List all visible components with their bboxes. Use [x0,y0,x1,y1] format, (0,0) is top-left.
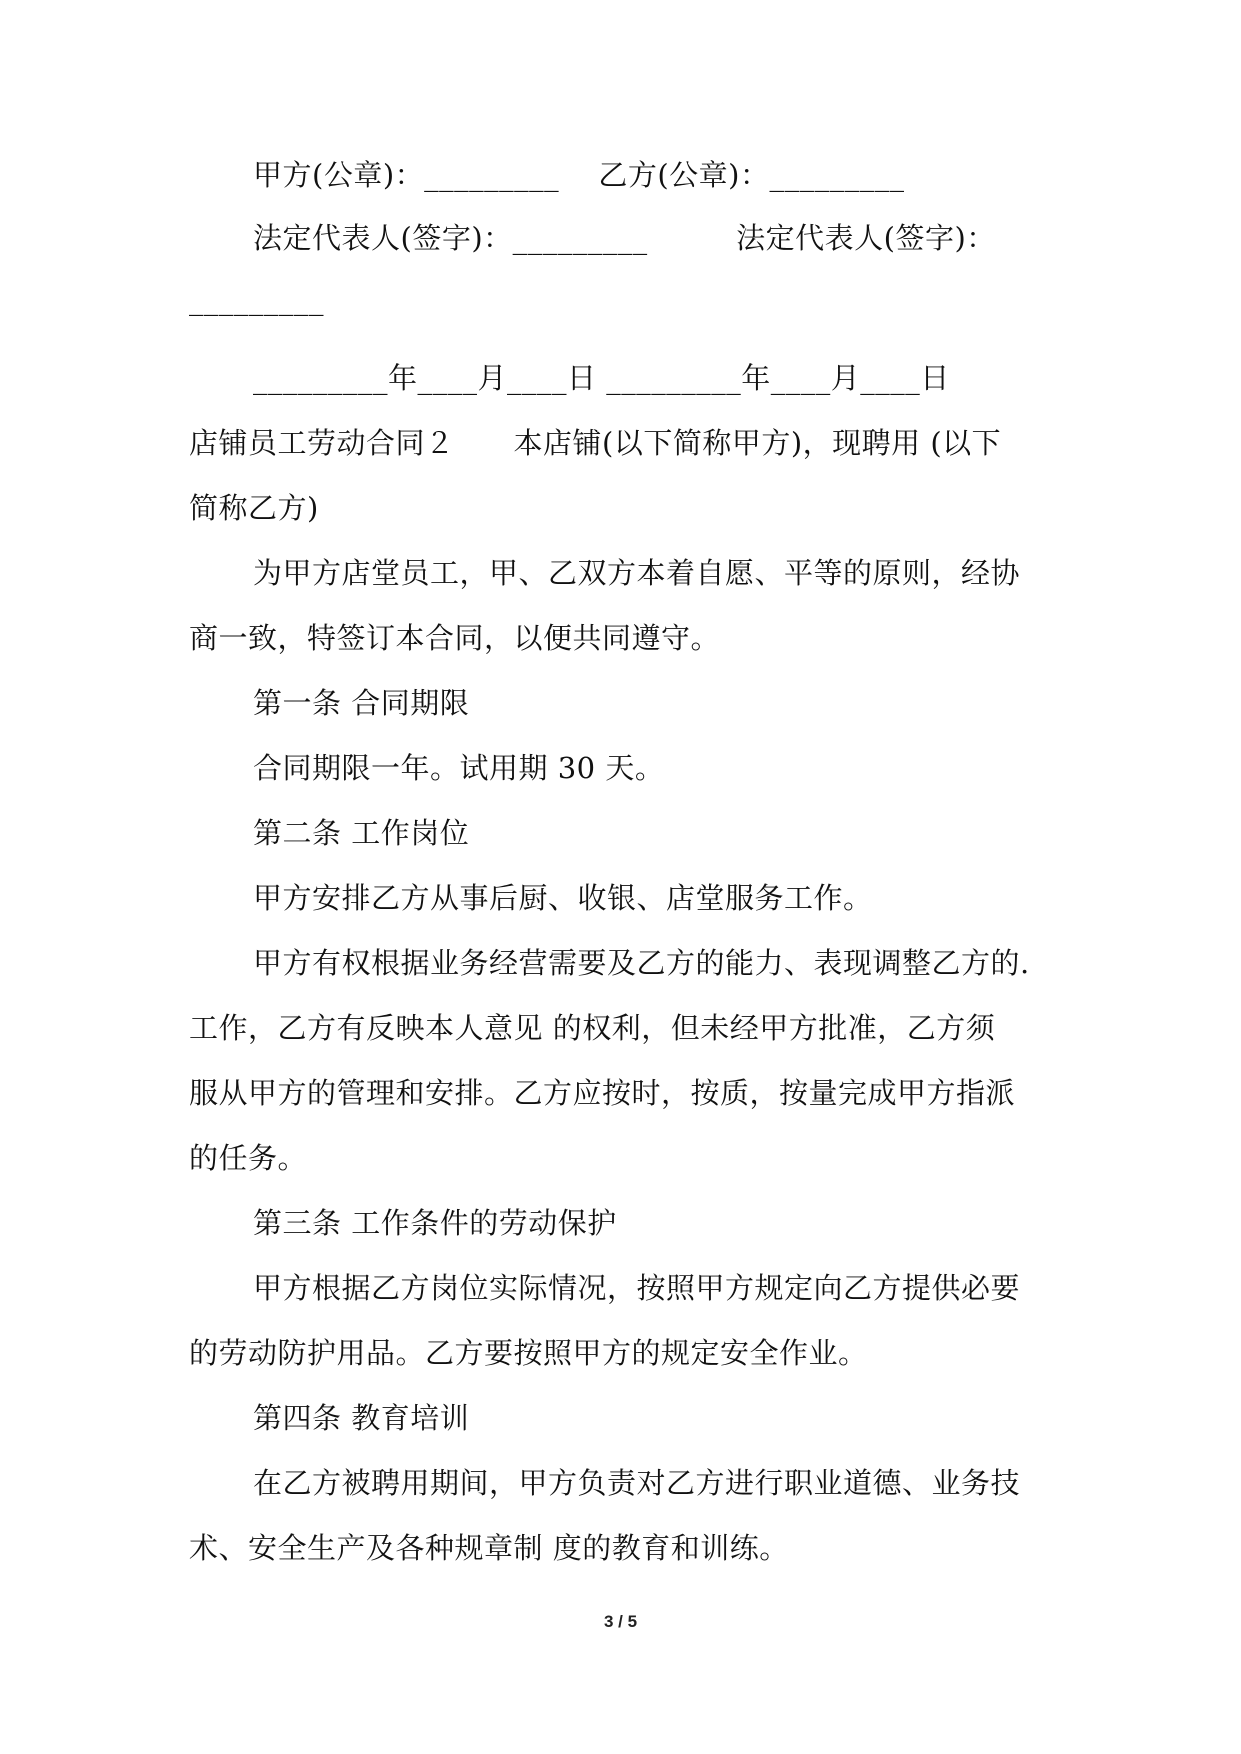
article-heading: 第二条 工作岗位 [253,816,470,850]
paragraph-line: 甲方有权根据业务经营需要及乙方的能力、表现调整乙方的. [253,946,1030,980]
article-heading: 第三条 工作条件的劳动保护 [253,1206,617,1240]
paragraph-line: 简称乙方) [189,491,319,525]
page-number: 3 / 5 [603,1612,638,1631]
article-heading: 第四条 教育培训 [253,1401,470,1435]
contract-title-line: 店铺员工劳动合同２ 本店铺(以下简称甲方)，现聘用 (以下 [189,426,1002,460]
signature-line-legal-rep: 法定代表人(签字)：_________ 法定代表人(签字)： [253,221,996,255]
paragraph-line: 合同期限一年。试用期 30 天。 [253,751,665,785]
paragraph-line: 的任务。 [189,1141,308,1175]
date-line: _________年____月____日 _________年____月____日 [253,361,950,395]
paragraph-line: 在乙方被聘用期间，甲方负责对乙方进行职业道德、业务技 [253,1466,1021,1500]
paragraph-line: 的劳动防护用品。乙方要按照甲方的规定安全作业。 [189,1336,868,1370]
signature-line-company-seal: 甲方(公章)：_________ 乙方(公章)：_________ [253,158,905,192]
paragraph-line: 商一致，特签订本合同，以便共同遵守。 [189,621,721,655]
paragraph-line: 工作，乙方有反映本人意见 的权利，但未经甲方批准，乙方须 [189,1011,996,1045]
paragraph-line: 服从甲方的管理和安排。乙方应按时，按质，按量完成甲方指派 [189,1076,1016,1110]
article-heading: 第一条 合同期限 [253,686,470,720]
signature-line-blank: _________ [189,282,324,316]
paragraph-line: 甲方根据乙方岗位实际情况，按照甲方规定向乙方提供必要 [253,1271,1021,1305]
paragraph-line: 甲方安排乙方从事后厨、收银、店堂服务工作。 [253,881,873,915]
paragraph-line: 为甲方店堂员工，甲、乙双方本着自愿、平等的原则，经协 [253,556,1021,590]
paragraph-line: 术、安全生产及各种规章制 度的教育和训练。 [189,1531,789,1565]
